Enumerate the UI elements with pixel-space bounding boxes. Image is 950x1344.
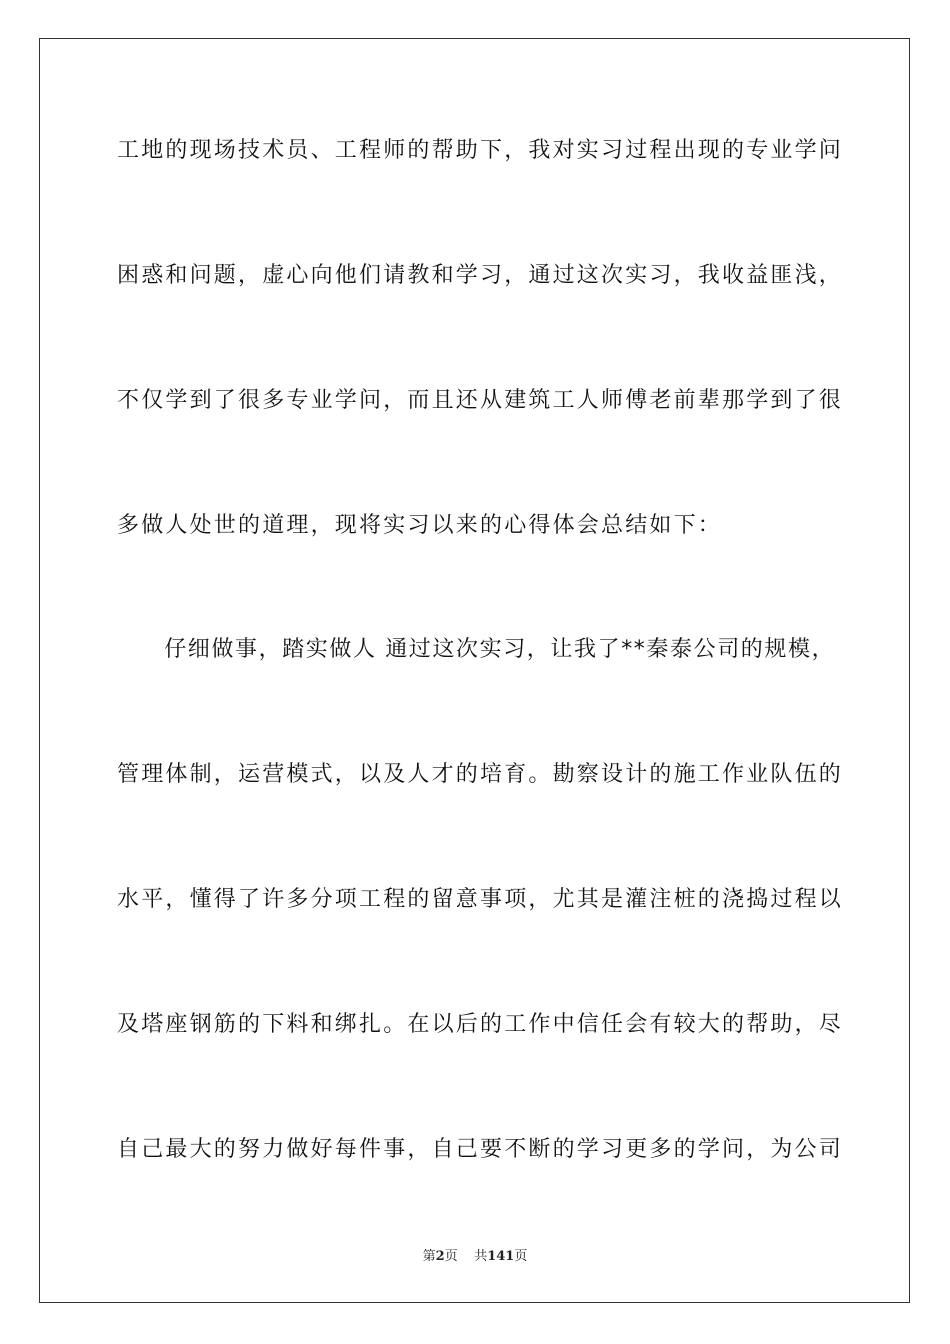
text-line-3: 不仅学到了很多专业学问，而且还从建筑工人师傅老前辈那学到了很 xyxy=(117,388,844,413)
text-line-1: 工地的现场技术员、工程师的帮助下，我对实习过程出现的专业学问 xyxy=(117,138,844,163)
footer-suffix: 页 xyxy=(514,1249,528,1264)
text-line-5: 仔细做事，踏实做人 通过这次实习，让我了**秦泰公司的规模， xyxy=(117,637,836,662)
footer-mid: 页 共 xyxy=(444,1249,488,1264)
page-footer xyxy=(0,1245,950,1264)
page-border xyxy=(39,38,910,1303)
text-line-7: 水平，懂得了许多分项工程的留意事项，尤其是灌注桩的浇捣过程以 xyxy=(117,887,844,912)
text-line-6: 管理体制，运营模式，以及人才的培育。勘察设计的施工作业队伍的 xyxy=(117,762,844,787)
text-line-4: 多做人处世的道理，现将实习以来的心得体会总结如下： xyxy=(117,513,723,538)
footer-total-pages: 141 xyxy=(487,1249,515,1264)
text-line-2: 困惑和问题，虚心向他们请教和学习，通过这次实习，我收益匪浅， xyxy=(117,263,844,288)
footer-prefix: 第 xyxy=(422,1249,436,1264)
footer-page-number: 2 xyxy=(435,1249,445,1264)
text-line-8: 及塔座钢筋的下料和绑扎。在以后的工作中信任会有较大的帮助，尽 xyxy=(117,1012,844,1037)
text-line-9: 自己最大的努力做好每件事，自己要不断的学习更多的学问，为公司 xyxy=(117,1137,844,1162)
